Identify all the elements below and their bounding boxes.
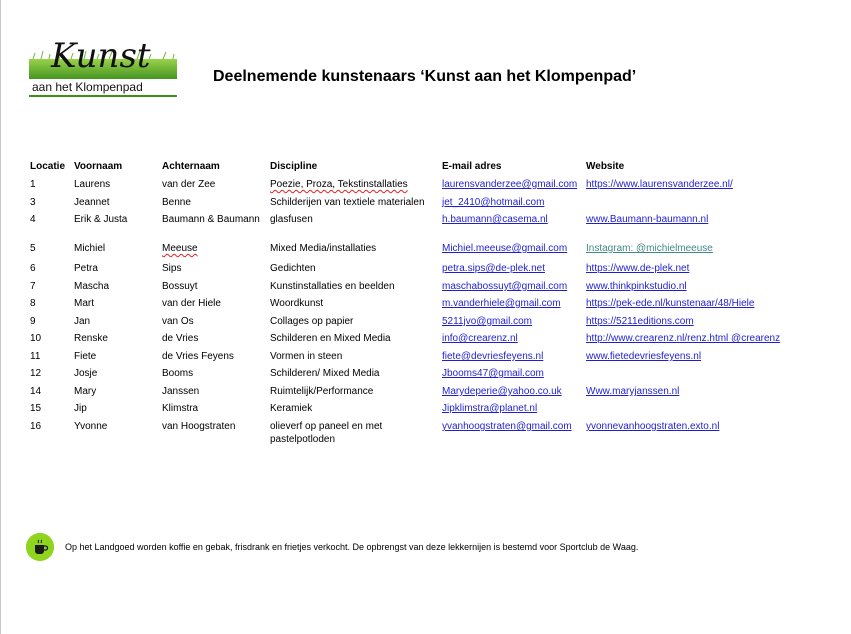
cell-discipline: olieverf op paneel en met pastelpotloden (270, 421, 383, 445)
kunst-logo (29, 29, 177, 97)
column-header-locatie: Locatie (30, 161, 66, 172)
cell-discipline: Kunstinstallaties en beelden (270, 281, 395, 292)
footer-note: Op het Landgoed worden koffie en gebak, frisdrank en frietjes verkocht. De opbrengst van deze lekkernijen is bestemd voor Sportclub de Waag. (65, 542, 639, 552)
cell-voornaam: Mary (74, 386, 97, 397)
cell-voornaam: Laurens (74, 179, 111, 190)
cell-achternaam: van Hoogstraten (162, 421, 236, 432)
cell-email[interactable]: laurensvanderzee@gmail.com (442, 179, 578, 190)
cell-achternaam: Meeuse (162, 243, 198, 254)
cell-locatie: 14 (30, 386, 42, 397)
cell-discipline: Collages op papier (270, 316, 354, 327)
cell-voornaam: Jeannet (74, 197, 110, 208)
page-edge (0, 0, 1, 634)
column-header-voornaam: Voornaam (74, 161, 123, 172)
cell-voornaam: Mascha (74, 281, 110, 292)
cell-email[interactable]: maschabossuyt@gmail.com (442, 281, 568, 292)
cell-website[interactable]: Instagram: @michielmeeuse (586, 243, 713, 254)
cell-achternaam: Baumann & Baumann (162, 214, 260, 225)
cell-locatie: 16 (30, 421, 42, 432)
cell-voornaam: Josje (74, 368, 98, 379)
cell-locatie: 4 (30, 214, 36, 225)
cell-discipline: Woordkunst (270, 298, 324, 309)
logo-word: Kunst (51, 36, 151, 76)
cell-email[interactable]: 5211jvo@gmail.com (442, 316, 533, 327)
cell-voornaam: Petra (74, 263, 98, 274)
cell-voornaam: Mart (74, 298, 94, 309)
cell-discipline: Gedichten (270, 263, 316, 274)
cell-voornaam: Erik & Justa (74, 214, 128, 225)
column-header-discipline: Discipline (270, 161, 318, 172)
cell-website[interactable]: https://www.laurensvanderzee.nl/ (586, 179, 733, 190)
cell-email[interactable]: m.vanderhiele@gmail.com (442, 298, 561, 309)
cell-locatie: 12 (30, 368, 42, 379)
cell-locatie: 6 (30, 263, 36, 274)
cell-achternaam: Benne (162, 197, 191, 208)
cell-voornaam: Fiete (74, 351, 97, 362)
cell-voornaam: Yvonne (74, 421, 108, 432)
column-header-website: Website (586, 161, 625, 172)
cell-locatie: 11 (30, 351, 41, 362)
cell-voornaam: Jip (74, 403, 87, 414)
cell-website[interactable]: www.thinkpinkstudio.nl (586, 281, 687, 292)
cell-website[interactable]: https://pek-ede.nl/kunstenaar/48/Hiele (586, 298, 755, 309)
cell-discipline: Vormen in steen (270, 351, 343, 362)
cell-locatie: 3 (30, 197, 36, 208)
cell-discipline: Mixed Media/installaties (270, 243, 377, 254)
cell-locatie: 1 (30, 179, 36, 190)
column-header-email: E-mail adres (442, 161, 502, 172)
cell-locatie: 7 (30, 281, 36, 292)
cell-locatie: 9 (30, 316, 36, 327)
cell-email[interactable]: h.baumann@casema.nl (442, 214, 548, 225)
cell-achternaam: van der Zee (162, 179, 216, 190)
cell-achternaam: Janssen (162, 386, 200, 397)
cell-locatie: 5 (30, 243, 36, 254)
cell-email[interactable]: jet_2410@hotmail.com (442, 197, 545, 208)
cell-discipline: glasfusen (270, 214, 313, 225)
cell-locatie: 8 (30, 298, 36, 309)
cell-achternaam: Klimstra (162, 403, 199, 414)
cell-email[interactable]: Michiel.meeuse@gmail.com (442, 243, 568, 254)
cell-website[interactable]: http://www.crearenz.nl/renz.html @crearenz (586, 333, 781, 344)
cell-website[interactable]: https://www.de-plek.net (586, 263, 690, 274)
cell-email[interactable]: Jbooms47@gmail.com (442, 368, 544, 379)
cell-achternaam: Bossuyt (162, 281, 198, 292)
cell-email[interactable]: Jipklimstra@planet.nl (442, 403, 538, 414)
cell-discipline: Ruimtelijk/Performance (270, 386, 374, 397)
cell-achternaam: Booms (162, 368, 194, 379)
cell-achternaam: de Vries (162, 333, 199, 344)
cell-voornaam: Jan (74, 316, 91, 327)
cell-email[interactable]: petra.sips@de-plek.net (442, 263, 545, 274)
coffee-cup-icon (26, 533, 54, 561)
cell-achternaam: van Os (162, 316, 194, 327)
cell-voornaam: Renske (74, 333, 108, 344)
cell-discipline: Schilderijen van textiele materialen (270, 197, 425, 208)
cell-discipline: Poezie, Proza, Tekstinstallaties (270, 179, 408, 190)
cell-email[interactable]: yvanhoogstraten@gmail.com (442, 421, 572, 432)
page-title: Deelnemende kunstenaars ‘Kunst aan het Klompenpad’ (213, 68, 637, 85)
cell-discipline: Keramiek (270, 403, 313, 414)
cell-locatie: 15 (30, 403, 42, 414)
cell-locatie: 10 (30, 333, 42, 344)
cell-website[interactable]: www.Baumann-baumann.nl (586, 214, 709, 225)
cell-website[interactable]: www.fietedevriesfeyens.nl (586, 351, 702, 362)
column-header-achternaam: Achternaam (162, 161, 220, 172)
cell-voornaam: Michiel (74, 243, 106, 254)
cell-achternaam: van der Hiele (162, 298, 221, 309)
cell-achternaam: de Vries Feyens (162, 351, 234, 362)
cell-website[interactable]: Www.maryjanssen.nl (586, 386, 680, 397)
cell-email[interactable]: info@crearenz.nl (442, 333, 518, 344)
logo-subtitle: aan het Klompenpad (32, 80, 143, 94)
cell-website[interactable]: https://5211editions.com (586, 316, 694, 327)
cell-website[interactable]: yvonnevanhoogstraten.exto.nl (586, 421, 720, 432)
cell-discipline: Schilderen en Mixed Media (270, 333, 391, 344)
cell-discipline: Schilderen/ Mixed Media (270, 368, 380, 379)
cell-email[interactable]: Marydeperie@yahoo.co.uk (442, 386, 562, 397)
cell-achternaam: Sips (162, 263, 182, 274)
cell-email[interactable]: fiete@devriesfeyens.nl (442, 351, 544, 362)
